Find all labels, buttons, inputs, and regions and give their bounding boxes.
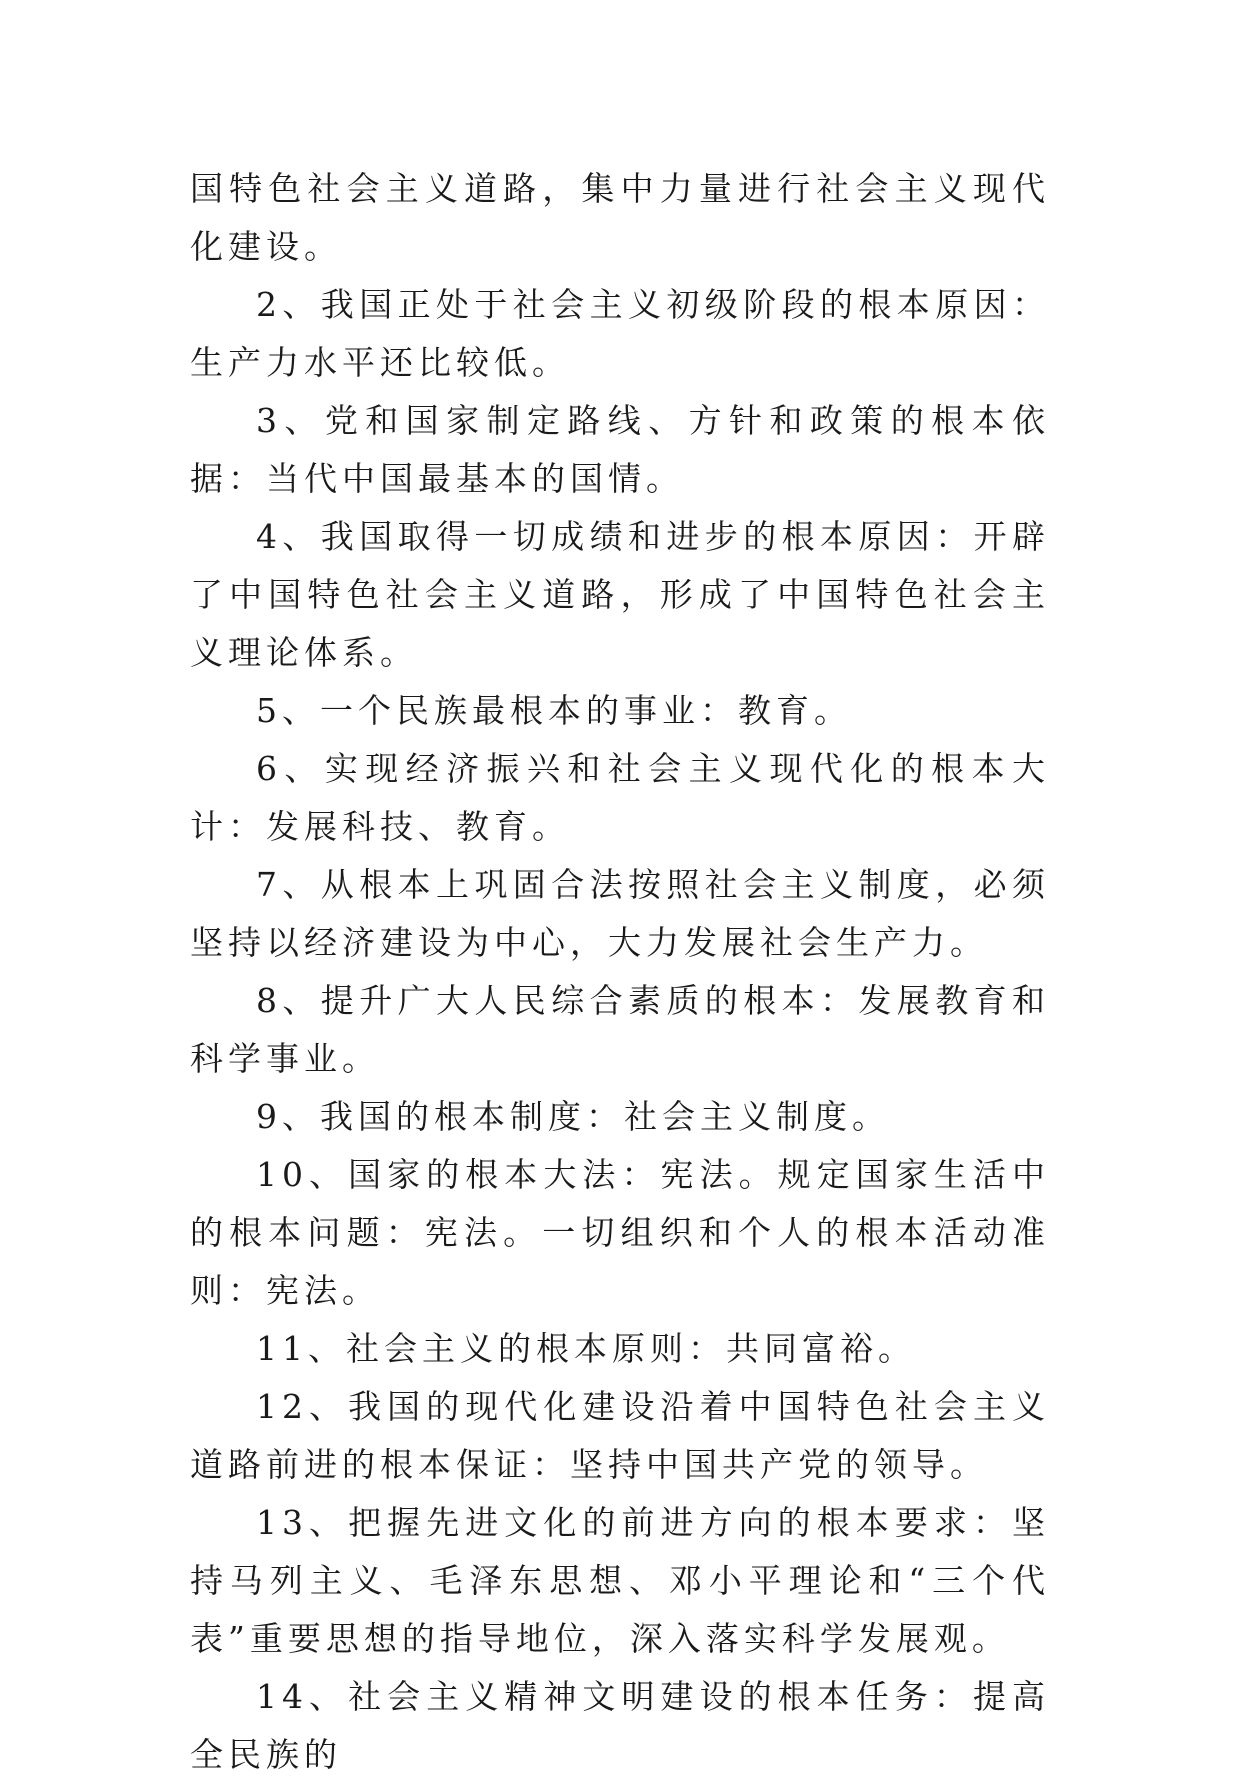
paragraph: 2、我国正处于社会主义初级阶段的根本原因：生产力水平还比较低。	[190, 285, 1050, 382]
paragraph: 13、把握先进文化的前进方向的根本要求：坚持马列主义、毛泽东思想、邓小平理论和“三个代表”重要思想的指导地位，深入落实科学发展观。	[190, 1503, 1050, 1658]
document-body	[190, 160, 1050, 1784]
paragraph: 9、我国的根本制度：社会主义制度。	[256, 1097, 890, 1136]
paragraph: 4、我国取得一切成绩和进步的根本原因：开辟了中国特色社会主义道路，形成了中国特色社会主义理论体系。	[190, 517, 1050, 672]
paragraph: 8、提升广大人民综合素质的根本：发展教育和科学事业。	[190, 981, 1050, 1078]
paragraph: 5、一个民族最根本的事业：教育。	[256, 691, 852, 730]
paragraph: 6、实现经济振兴和社会主义现代化的根本大计：发展科技、教育。	[190, 749, 1050, 846]
paragraph: 12、我国的现代化建设沿着中国特色社会主义道路前进的根本保证：坚持中国共产党的领导。	[190, 1387, 1050, 1484]
paragraph: 3、党和国家制定路线、方针和政策的根本依据：当代中国最基本的国情。	[190, 401, 1050, 498]
paragraph: 11、社会主义的根本原则：共同富裕。	[256, 1329, 916, 1368]
paragraph: 国特色社会主义道路，集中力量进行社会主义现代化建设。	[190, 169, 1050, 266]
paragraph: 14、社会主义精神文明建设的根本任务：提高全民族的	[190, 1677, 1050, 1774]
paragraph: 7、从根本上巩固合法按照社会主义制度，必须坚持以经济建设为中心，大力发展社会生产力。	[190, 865, 1050, 962]
paragraph: 10、国家的根本大法：宪法。规定国家生活中的根本问题：宪法。一切组织和个人的根本活动准则：宪法。	[190, 1155, 1050, 1310]
